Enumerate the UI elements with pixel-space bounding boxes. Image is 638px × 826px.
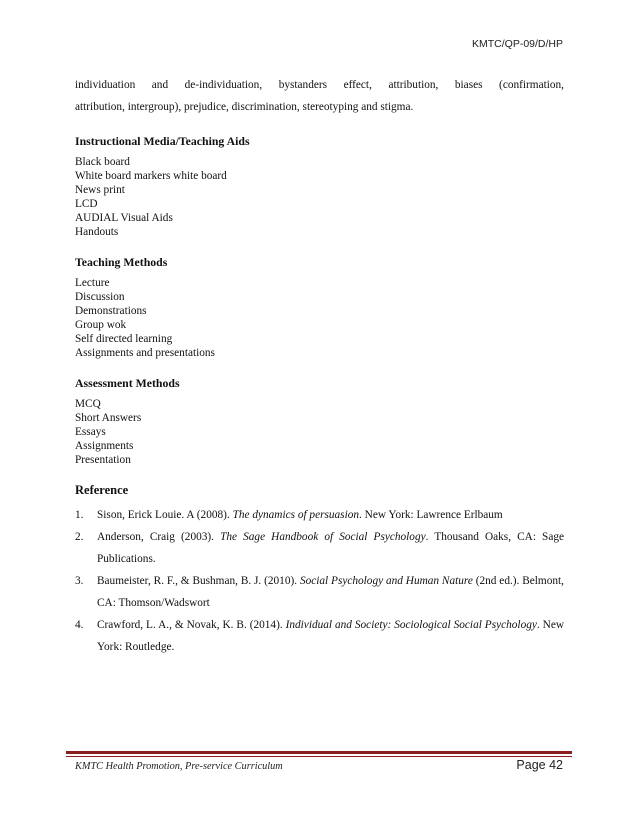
list-item: Assignments: [75, 440, 134, 452]
reference-number: 3.: [75, 575, 84, 587]
methods-section: [75, 255, 564, 360]
reference-work-title: The Sage Handbook of Social Psychology: [220, 531, 426, 543]
reference-list: [75, 504, 564, 658]
reference-work-title: Social Psychology and Human Nature: [299, 575, 473, 587]
reference-publisher: . New York: Routledge.: [97, 619, 564, 653]
reference-item: [75, 526, 564, 570]
list-item: News print: [75, 184, 125, 196]
document-code: KMTC/QP-09/D/HP: [471, 38, 563, 50]
list-item: Handouts: [75, 226, 119, 238]
footer-divider-thick: [66, 751, 572, 754]
reference-section: [75, 483, 564, 658]
list-item: Black board: [75, 156, 130, 168]
intro-line-2: attribution, intergroup), prejudice, discrimination, stereotyping and stigma.: [75, 101, 414, 113]
reference-publisher: (2nd ed.). Belmont, CA: Thomson/Wadswort: [97, 575, 564, 609]
list-item: Self directed learning: [75, 333, 173, 345]
list-item: Short Answers: [75, 412, 142, 424]
list-item: Essays: [75, 426, 106, 438]
reference-number: 1.: [75, 509, 84, 521]
reference-title: Reference: [75, 483, 129, 497]
reference-authors: Sison, Erick Louie. A (2008).: [97, 509, 233, 521]
reference-work-title: Individual and Society: Sociological Social Psychology: [285, 619, 537, 631]
reference-item: [75, 504, 564, 526]
reference-work-title: The dynamics of persuasion: [232, 509, 360, 521]
list-item: Assignments and presentations: [75, 347, 215, 359]
media-section: [75, 134, 564, 239]
reference-publisher: . Thousand Oaks, CA: Sage Publications.: [97, 531, 565, 565]
footer-divider-thin: [66, 756, 572, 757]
list-item: MCQ: [75, 398, 101, 410]
page-content: [75, 74, 564, 658]
reference-authors: Baumeister, R. F., & Bushman, B. J. (2010).: [97, 575, 300, 587]
reference-publisher: . New York: Lawrence Erlbaum: [359, 509, 503, 521]
intro-line-1: individuation and de-individuation, bystanders effect, attribution, biases (confirmation,: [75, 79, 564, 91]
list-item: AUDIAL Visual Aids: [75, 212, 173, 224]
list-item: Discussion: [75, 291, 125, 303]
reference-authors: Crawford, L. A., & Novak, K. B. (2014).: [97, 619, 286, 631]
list-item: White board markers white board: [75, 170, 227, 182]
reference-number: 4.: [75, 619, 84, 631]
methods-title: Teaching Methods: [75, 255, 168, 269]
list-item: Demonstrations: [75, 305, 147, 317]
methods-list: [75, 276, 564, 360]
assessment-list: [75, 397, 564, 467]
reference-item: [75, 570, 564, 614]
media-title: Instructional Media/Teaching Aids: [75, 134, 250, 148]
reference-authors: Anderson, Craig (2003).: [97, 531, 221, 543]
list-item: Lecture: [75, 277, 110, 289]
footer-curriculum-name: KMTC Health Promotion, Pre-service Curriculum: [75, 761, 283, 772]
assessment-title: Assessment Methods: [75, 376, 180, 390]
page-number: Page 42: [516, 758, 563, 772]
list-item: Group wok: [75, 319, 127, 331]
list-item: LCD: [75, 198, 98, 210]
reference-item: [75, 614, 564, 658]
assessment-section: [75, 376, 564, 467]
list-item: Presentation: [75, 454, 131, 466]
reference-number: 2.: [75, 531, 84, 543]
media-list: [75, 155, 564, 239]
